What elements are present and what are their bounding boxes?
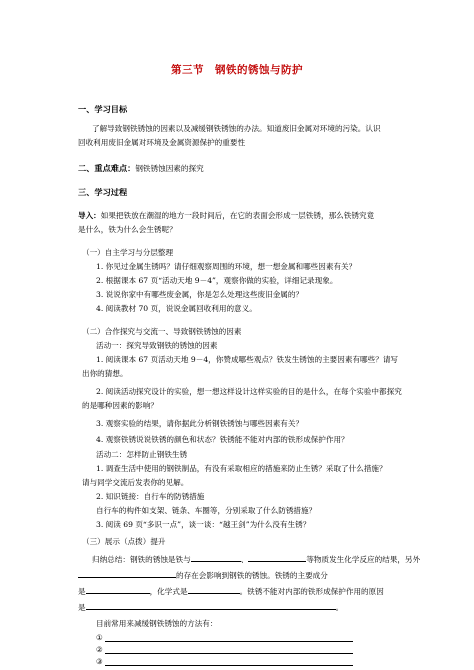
- intro-line-2: 是什么，铁为什么会生锈呢？: [78, 225, 177, 234]
- part1-item-2: 2. 根据课本 67 页“活动天地 9－4”，观察你做的实验，详细记录现象。: [96, 276, 338, 285]
- summary-text: 等物质发生化学反应的结果，另外: [306, 555, 421, 564]
- activity2-q2: 2. 知识链接：自行车的防锈措施: [96, 492, 205, 501]
- method-2-answer-line[interactable]: [105, 653, 353, 654]
- goals-text-line-2: 回收利用废旧金属对环境及金属资源保护的重要性: [78, 138, 246, 147]
- section-heading-process: 三、学习过程: [78, 187, 128, 197]
- part1-item-1: 1. 你见过金属生锈吗？请仔细观察周围的环境，想一想金属和哪些因素有关？: [96, 262, 357, 271]
- activity1-q3: 3. 观察实验的结果，请你据此分析钢铁锈蚀与哪些因素有关？: [96, 419, 304, 428]
- method-1-marker: ①: [96, 633, 103, 642]
- section-heading-goals: 一、学习目标: [78, 104, 128, 114]
- summary-text: ，化学式是: [149, 587, 188, 596]
- blank-field[interactable]: [86, 601, 336, 610]
- activity1-q4: 4. 观察铁锈说说铁锈的颜色和状态？铁锈能不能对内部的铁形成保护作用？: [96, 435, 349, 444]
- summary-text: 、: [240, 555, 249, 564]
- activity2-q2-detail: 自行车的构件如支架、链条、车圈等，分别采取了什么防锈措施？: [96, 506, 317, 515]
- summary-text: 归纳总结：钢铁的锈蚀是铁与: [92, 555, 191, 564]
- blank-field[interactable]: [248, 553, 306, 562]
- activity2-q3: 3. 阅读 69 页“多识一点”，谈一谈：“越王剑”为什么没有生锈？: [96, 520, 311, 529]
- method-2-marker: ②: [96, 645, 103, 654]
- activity1-q2-line-1: 2. 阅读活动探究设计的实验，想一想这样设计这样实验的目的是什么，在每个实验中都探究: [96, 387, 402, 396]
- activity1-q2-line-2: 的是哪种因素的影响？: [82, 401, 158, 410]
- activity2-title: 活动二：怎样防止钢铁生锈: [96, 450, 188, 459]
- method-3-answer-line[interactable]: [105, 665, 353, 666]
- summary-line-2: [78, 569, 328, 581]
- page-title: 第三节 钢铁的锈蚀与防护: [171, 64, 303, 76]
- part1-item-3: 3. 说说你家中有哪些废金属，你是怎么处理这些废旧金属的？: [96, 290, 304, 299]
- part1-item-4: 4. 阅读教材 70 页，说说金属回收利用的意义。: [96, 304, 257, 313]
- intro-line-1: [78, 211, 374, 221]
- summary-line-1: [92, 553, 420, 565]
- method-3-marker: ③: [96, 657, 103, 666]
- activity2-q1-line-1: 1. 调查生活中使用的钢铁制品，有没有采取相应的措施来防止生锈？采取了什么措施？: [96, 464, 387, 473]
- summary-text: 。铁锈不能对内部的铁形成保护作用的原因: [239, 587, 384, 596]
- intro-text: 如果把铁放在潮湿的地方一段时间后，在它的表面会形成一层铁锈，那么铁锈究竟: [100, 211, 375, 220]
- summary-text: 的存在会影响到钢铁的锈蚀。铁锈的主要成分: [176, 571, 328, 580]
- goals-text-line-1: 了解导致钢铁锈蚀的因素以及减缓钢铁锈蚀的办法。知道废旧金属对环境的污染。认识: [92, 124, 381, 133]
- activity1-title: 活动一：探究导致钢铁的锈蚀的因素: [96, 341, 218, 350]
- key-points-text: 钢铁锈蚀因素的探究: [135, 164, 204, 173]
- methods-prompt: 目前常用来减缓钢铁锈蚀的方法有：: [96, 619, 218, 628]
- section-heading-key-points: 二、重点难点：: [78, 163, 136, 173]
- summary-text: 是: [78, 587, 86, 596]
- blank-field[interactable]: [78, 569, 176, 578]
- summary-text: 是: [78, 603, 86, 612]
- method-1-answer-line[interactable]: [105, 641, 353, 642]
- key-points-row: [78, 163, 204, 174]
- blank-field[interactable]: [86, 585, 150, 594]
- blank-field[interactable]: [188, 585, 240, 594]
- activity1-q1-line-2: 出你的猜想。: [82, 369, 128, 378]
- part2-heading: （二）合作探究与交流一、导致钢铁锈蚀的因素: [82, 327, 242, 336]
- summary-line-3: [78, 585, 384, 597]
- activity1-q1-line-1: 1. 阅读课本 67 页活动天地 9－4，你赞成哪些观点？铁发生锈蚀的主要因素有哪些？请写: [96, 355, 399, 364]
- blank-field[interactable]: [191, 553, 241, 562]
- summary-text: 。: [335, 603, 344, 612]
- summary-line-4: [78, 601, 343, 613]
- activity2-q1-line-2: 请与同学交流后发表你的见解。: [82, 478, 189, 487]
- intro-label: 导入：: [78, 211, 101, 220]
- part3-heading: （三）展示（点拨）提升: [82, 537, 166, 546]
- part1-heading: （一）自主学习与分层整理: [82, 248, 174, 257]
